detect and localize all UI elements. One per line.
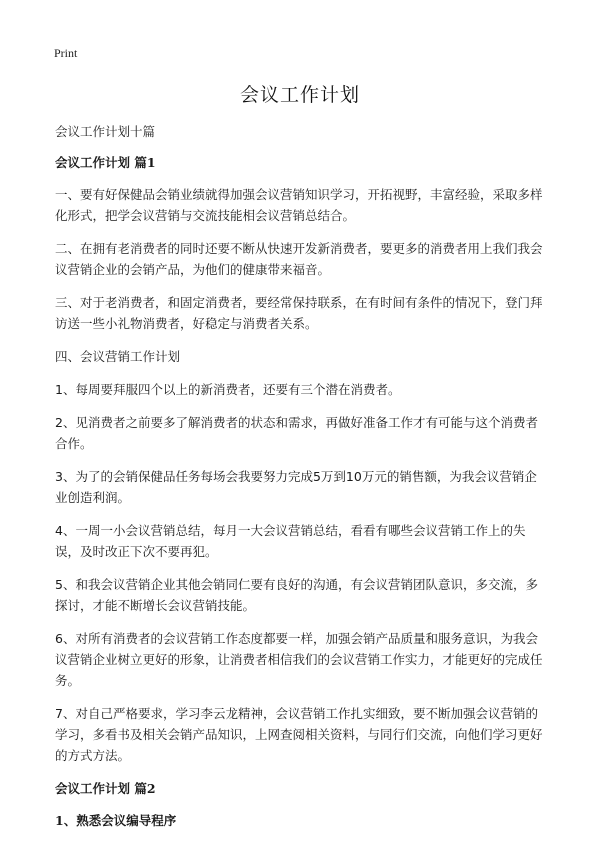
document-body [55,121,547,842]
print-link[interactable]: Print [54,46,78,60]
paragraph: 三、对于老消费者，和固定消费者，要经常保持联系，在有时间有条件的情况下，登门拜访送一些小礼物消费者，好稳定与消费者关系。 [55,295,543,331]
paragraph: 1、每周要拜服四个以上的新消费者，还要有三个潜在消费者。 [55,382,401,397]
paragraph: 四、会议营销工作计划 [55,349,181,364]
paragraph: 2、见消费者之前要多了解消费者的状态和需求，再做好准备工作才有可能与这个消费者合作。 [55,415,538,451]
section-heading: 会议工作计划 篇2 [55,781,156,796]
paragraph: 4、一周一小会议营销总结，每月一大会议营销总结，看看有哪些会议营销工作上的失误，及时改正下次不要再犯。 [55,523,526,559]
paragraph: 5、和我会议营销企业其他会销同仁要有良好的沟通，有会议营销团队意识，多交流，多探讨，才能不断增长会议营销技能。 [55,577,538,613]
sub-heading: 1、熟悉会议编导程序 [55,813,177,828]
paragraph: 二、在拥有老消费者的同时还要不断从快速开发新消费者，要更多的消费者用上我们我会议营销企业的会销产品，为他们的健康带来福音。 [55,241,543,277]
paragraph: 6、对所有消费者的会议营销工作态度都要一样，加强会销产品质量和服务意识，为我会议营销企业树立更好的形象，让消费者相信我们的会议营销工作实力，才能更好的完成任务。 [55,631,543,688]
document-subtitle: 会议工作计划十篇 [55,124,156,139]
paragraph: 7、对自己严格要求，学习李云龙精神，会议营销工作扎实细致，要不断加强会议营销的学习，多看书及相关会销产品知识，上网查阅相关资料，与同行们交流，向他们学习更好的方式方法。 [55,706,543,763]
paragraph: 3、为了的会销保健品任务每场会我要努力完成5万到10万元的销售额，为我会议营销企业创造利润。 [55,469,537,505]
document-title: 会议工作计划 [239,84,360,106]
section-heading: 会议工作计划 篇1 [55,155,156,170]
paragraph: 一、要有好保健品会销业绩就得加强会议营销知识学习，开拓视野，丰富经验，采取多样化形式，把学会议营销与交流技能相会议营销总结合。 [55,187,543,223]
